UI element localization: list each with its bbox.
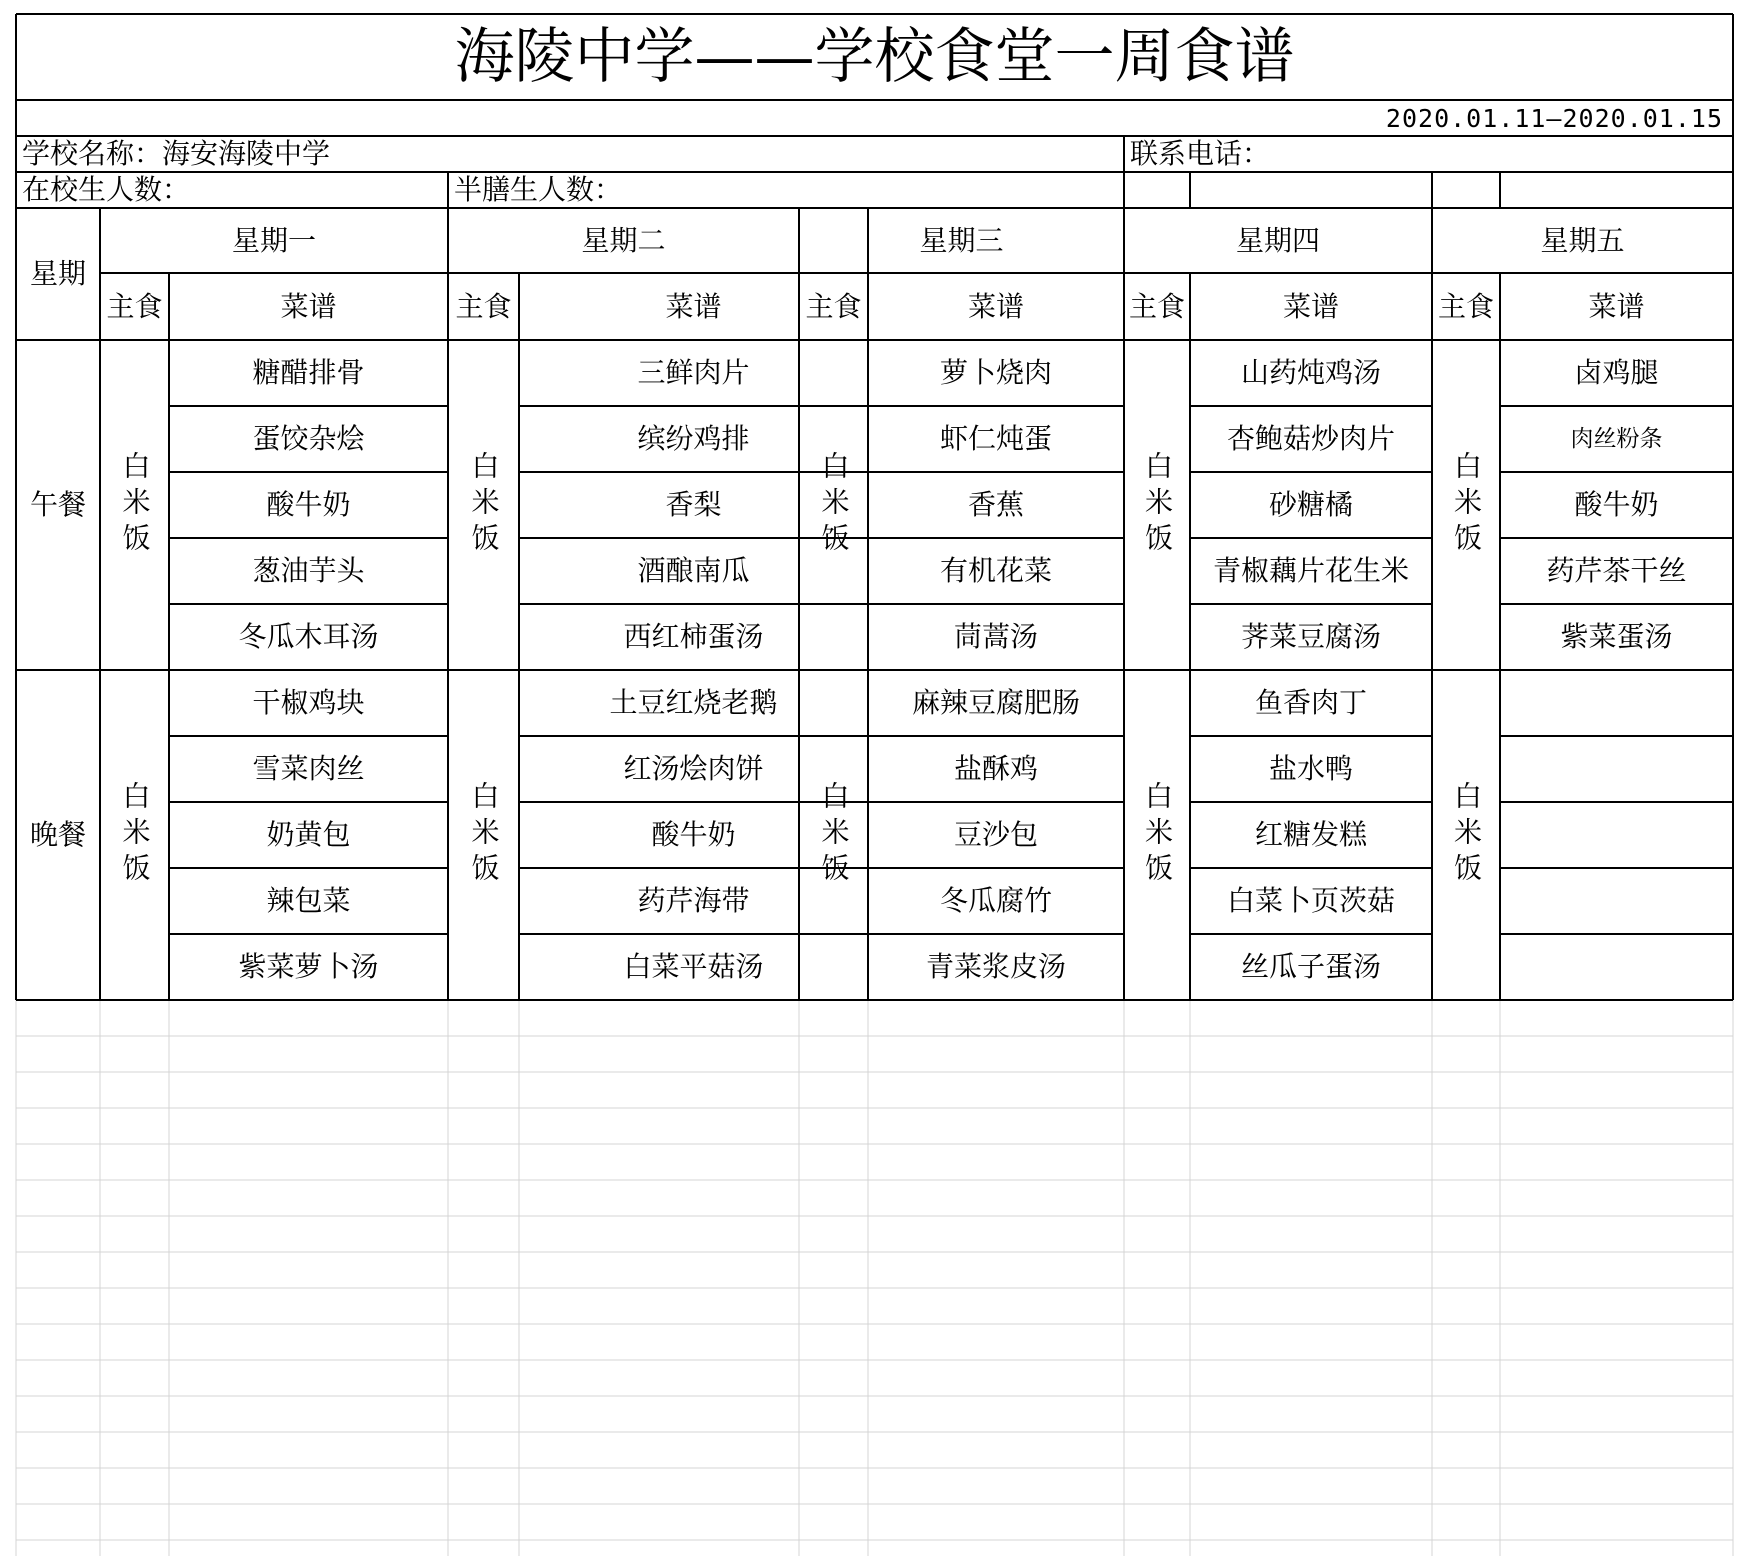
student-count-label: 在校生人数： (22, 173, 191, 206)
dish-item: 荠菜豆腐汤 (1240, 620, 1381, 653)
menu-header: 菜谱 (1282, 289, 1339, 323)
dish-item: 肉丝粉条 (1570, 425, 1663, 452)
dish-item: 三鲜肉片 (637, 356, 750, 389)
dish-item: 萝卜烧肉 (939, 356, 1052, 389)
day-header: 星期五 (1540, 223, 1625, 257)
day-header: 星期四 (1235, 223, 1320, 257)
school-name: 学校名称：海安海陵中学 (22, 137, 331, 170)
staple-header: 主食 (1128, 289, 1185, 323)
staple-food: 白米饭 (1450, 781, 1483, 889)
staple-food: 白米饭 (118, 781, 152, 889)
dish-item (1500, 670, 1733, 736)
dish-item: 酒酿南瓜 (637, 554, 750, 587)
dish-item: 糖醋排骨 (252, 356, 365, 389)
dish-item: 红糖发糕 (1254, 818, 1367, 851)
phone-label: 联系电话： (1130, 137, 1271, 170)
dish-item (1500, 868, 1733, 934)
dish-item: 山药炖鸡汤 (1240, 356, 1381, 389)
dish-item: 雪菜肉丝 (252, 752, 365, 785)
menu-header: 菜谱 (1588, 289, 1645, 323)
dish-item: 辣包菜 (266, 884, 351, 917)
dish-item: 香梨 (665, 488, 722, 521)
dish-item: 酸牛奶 (266, 488, 351, 521)
dish-item: 杏鲍菇炒肉片 (1226, 422, 1395, 455)
dish-item: 酸牛奶 (1574, 488, 1659, 521)
menu-header: 菜谱 (967, 289, 1024, 323)
dish-item: 西红柿蛋汤 (623, 620, 764, 653)
page-title: 海陵中学——学校食堂一周食谱 (454, 22, 1295, 92)
staple-food: 白米饭 (817, 451, 851, 559)
meal-name: 午餐 (29, 488, 86, 521)
dish-item: 鱼香肉丁 (1254, 686, 1367, 719)
date-range: 2020.01.11—2020.01.15 (1385, 103, 1723, 133)
dish-item: 白菜平菇汤 (623, 950, 764, 983)
dish-item: 缤纷鸡排 (637, 422, 750, 455)
dish-item (1500, 802, 1733, 868)
day-header: 星期三 (919, 223, 1004, 257)
dish-item: 酸牛奶 (651, 818, 736, 851)
dish-item: 卤鸡腿 (1574, 356, 1659, 389)
dish-item: 茼蒿汤 (953, 620, 1038, 653)
staple-food: 白米饭 (467, 781, 501, 889)
staple-food: 白米饭 (118, 451, 152, 559)
dish-item: 盐酥鸡 (953, 752, 1038, 785)
dish-item: 砂糖橘 (1268, 488, 1353, 521)
dish-item (1500, 934, 1733, 1000)
dish-item: 香蕉 (967, 488, 1024, 521)
menu-header: 菜谱 (280, 289, 337, 323)
staple-food: 白米饭 (1450, 451, 1483, 559)
dish-item: 豆沙包 (953, 818, 1038, 851)
dish-item: 冬瓜腐竹 (939, 884, 1052, 917)
staple-header: 主食 (106, 289, 163, 323)
dish-item: 葱油芋头 (252, 554, 365, 587)
week-header: 星期 (29, 257, 86, 290)
dish-item: 紫菜萝卜汤 (238, 950, 379, 983)
half-board-count-label: 半膳生人数： (454, 173, 623, 206)
dish-item: 青椒藕片花生米 (1212, 554, 1409, 587)
dish-item: 丝瓜子蛋汤 (1240, 950, 1381, 983)
staple-food: 白米饭 (817, 781, 851, 889)
dish-item: 虾仁炖蛋 (939, 422, 1052, 455)
dish-item: 盐水鸭 (1268, 752, 1353, 785)
meal-name: 晚餐 (29, 818, 86, 851)
dish-item: 土豆红烧老鹅 (609, 686, 778, 719)
dish-item: 麻辣豆腐肥肠 (911, 686, 1080, 719)
dish-item: 干椒鸡块 (252, 686, 365, 719)
dish-item: 紫菜蛋汤 (1560, 620, 1673, 653)
staple-header: 主食 (455, 289, 512, 323)
staple-food: 白米饭 (1141, 451, 1174, 559)
dish-item: 有机花菜 (939, 554, 1052, 587)
dish-item: 白菜卜页茨菇 (1226, 884, 1395, 917)
dish-item: 蛋饺杂烩 (252, 422, 365, 455)
menu-header: 菜谱 (665, 289, 722, 323)
dish-item: 冬瓜木耳汤 (238, 620, 379, 653)
dish-item: 红汤烩肉饼 (623, 752, 764, 785)
staple-header: 主食 (1437, 289, 1494, 323)
staple-food: 白米饭 (467, 451, 501, 559)
staple-food: 白米饭 (1141, 781, 1174, 889)
dish-item: 药芹茶干丝 (1546, 554, 1687, 587)
dish-item: 青菜浆皮汤 (925, 950, 1066, 983)
day-header: 星期二 (581, 223, 666, 257)
dish-item (1500, 736, 1733, 802)
dish-item: 奶黄包 (266, 818, 351, 851)
dish-item: 药芹海带 (637, 884, 750, 917)
staple-header: 主食 (805, 289, 862, 323)
day-header: 星期一 (231, 223, 316, 257)
